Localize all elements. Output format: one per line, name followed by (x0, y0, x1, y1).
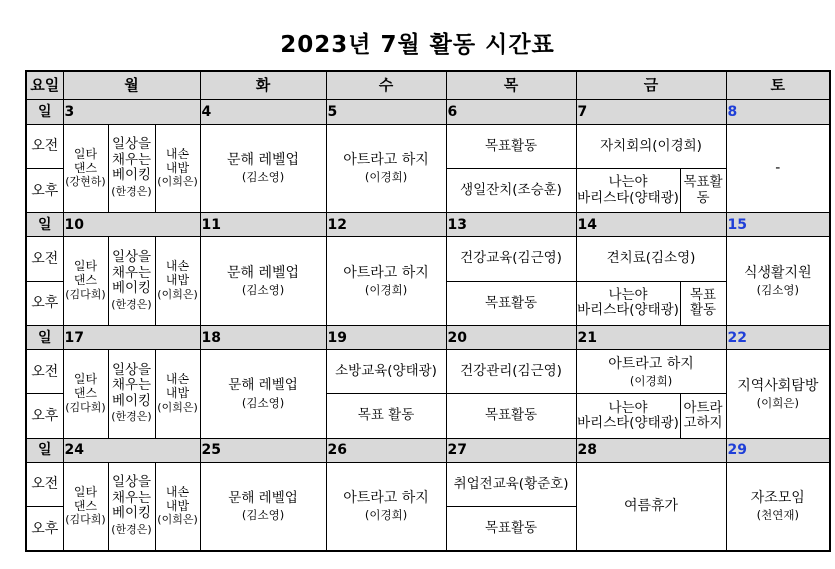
day-label: 일 (26, 100, 63, 124)
am-label: 오전 (26, 237, 63, 281)
date-row (26, 213, 830, 237)
date-wed: 5 (326, 100, 446, 124)
mon-activity-c: 내손 내밥 (이희은) (155, 124, 200, 213)
sat-activity: 식생활지원 (김소영) (726, 237, 830, 326)
schedule-table (25, 70, 831, 552)
header-day-tue: 화 (200, 71, 326, 100)
am-row (26, 350, 830, 394)
date-row (26, 100, 830, 124)
date-thu: 27 (446, 438, 576, 462)
header-day-sat: 토 (726, 71, 830, 100)
date-thu: 20 (446, 325, 576, 349)
date-mon: 17 (63, 325, 200, 349)
mon-activity-b: 일상을 채우는 베이킹 (한경은) (108, 462, 155, 551)
thu-pm-activity: 목표활동 (446, 394, 576, 438)
tue-activity: 문해 레벨업 (김소영) (200, 237, 326, 326)
header-day-wed: 수 (326, 71, 446, 100)
wed-pm-activity: 목표 활동 (326, 394, 446, 438)
mon-activity-a: 일타 댄스 (김다희) (63, 462, 108, 551)
day-label: 일 (26, 325, 63, 349)
am-row (26, 237, 830, 281)
mon-activity-c: 내손 내밥 (이희은) (155, 237, 200, 326)
mon-activity-a: 일타 댄스 (강현하) (63, 124, 108, 213)
fri-am-activity: 자치회의(이경희) (576, 124, 726, 168)
fri-pm-activity-b: 아트라 고하지 (680, 394, 726, 438)
mon-activity-c: 내손 내밥 (이희은) (155, 350, 200, 439)
am-label: 오전 (26, 462, 63, 506)
fri-pm-activity-a: 나는야 바리스타(양태광) (576, 281, 680, 325)
sat-activity: 지역사회탐방 (이희은) (726, 350, 830, 439)
mon-activity-a: 일타 댄스 (김다희) (63, 237, 108, 326)
pm-label: 오후 (26, 168, 63, 212)
header-day-mon: 월 (63, 71, 200, 100)
am-label: 오전 (26, 350, 63, 394)
header-row (26, 71, 830, 100)
thu-am-activity: 건강관리(김근영) (446, 350, 576, 394)
fri-am-activity: 견치료(김소영) (576, 237, 726, 281)
page-title: 2023년 7월 활동 시간표 (280, 32, 555, 58)
header-corner: 요일 (26, 71, 63, 100)
day-label: 일 (26, 438, 63, 462)
tue-activity: 문해 레벨업 (김소영) (200, 124, 326, 213)
mon-activity-b: 일상을 채우는 베이킹 (한경은) (108, 237, 155, 326)
fri-pm-activity-b: 목표 활동 (680, 281, 726, 325)
fri-am-activity: 아트라고 하지 (이경희) (576, 350, 726, 394)
am-label: 오전 (26, 124, 63, 168)
date-tue: 4 (200, 100, 326, 124)
header-day-fri: 금 (576, 71, 726, 100)
date-sat: 29 (726, 438, 830, 462)
mon-activity-b: 일상을 채우는 베이킹 (한경은) (108, 124, 155, 213)
sat-activity: 자조모임 (천연재) (726, 462, 830, 551)
mon-activity-c: 내손 내밥 (이희은) (155, 462, 200, 551)
mon-activity-b: 일상을 채우는 베이킹 (한경은) (108, 350, 155, 439)
fri-pm-activity-a: 나는야 바리스타(양태광) (576, 168, 680, 212)
thu-am-activity: 건강교육(김근영) (446, 237, 576, 281)
date-sat: 15 (726, 213, 830, 237)
date-sat: 22 (726, 325, 830, 349)
wed-activity: 아트라고 하지 (이경희) (326, 124, 446, 213)
date-row (26, 325, 830, 349)
thu-pm-activity: 목표활동 (446, 281, 576, 325)
thu-am-activity: 취업전교육(황준호) (446, 462, 576, 506)
date-row (26, 438, 830, 462)
date-thu: 6 (446, 100, 576, 124)
date-tue: 18 (200, 325, 326, 349)
pm-label: 오후 (26, 394, 63, 438)
pm-label: 오후 (26, 281, 63, 325)
fri-pm-activity-a: 나는야 바리스타(양태광) (576, 394, 680, 438)
sat-activity: - (726, 124, 830, 213)
date-mon: 24 (63, 438, 200, 462)
date-sat: 8 (726, 100, 830, 124)
wed-am-activity: 소방교육(양태광) (326, 350, 446, 394)
date-wed: 12 (326, 213, 446, 237)
date-fri: 14 (576, 213, 726, 237)
date-tue: 25 (200, 438, 326, 462)
header-day-thu: 목 (446, 71, 576, 100)
wed-activity: 아트라고 하지 (이경희) (326, 237, 446, 326)
day-label: 일 (26, 213, 63, 237)
wed-activity: 아트라고 하지 (이경희) (326, 462, 446, 551)
tue-activity: 문해 레벨업 (김소영) (200, 462, 326, 551)
date-wed: 26 (326, 438, 446, 462)
am-row (26, 462, 830, 506)
am-row (26, 124, 830, 168)
tue-activity: 문해 레벨업 (김소영) (200, 350, 326, 439)
thu-pm-activity: 목표활동 (446, 507, 576, 551)
date-mon: 10 (63, 213, 200, 237)
fri-pm-activity-b: 목표활 동 (680, 168, 726, 212)
date-fri: 7 (576, 100, 726, 124)
date-fri: 28 (576, 438, 726, 462)
date-fri: 21 (576, 325, 726, 349)
thu-am-activity: 목표활동 (446, 124, 576, 168)
date-mon: 3 (63, 100, 200, 124)
date-tue: 11 (200, 213, 326, 237)
pm-label: 오후 (26, 507, 63, 551)
date-wed: 19 (326, 325, 446, 349)
date-thu: 13 (446, 213, 576, 237)
fri-activity: 여름휴가 (576, 462, 726, 551)
thu-pm-activity: 생일잔치(조승훈) (446, 168, 576, 212)
mon-activity-a: 일타 댄스 (김다희) (63, 350, 108, 439)
